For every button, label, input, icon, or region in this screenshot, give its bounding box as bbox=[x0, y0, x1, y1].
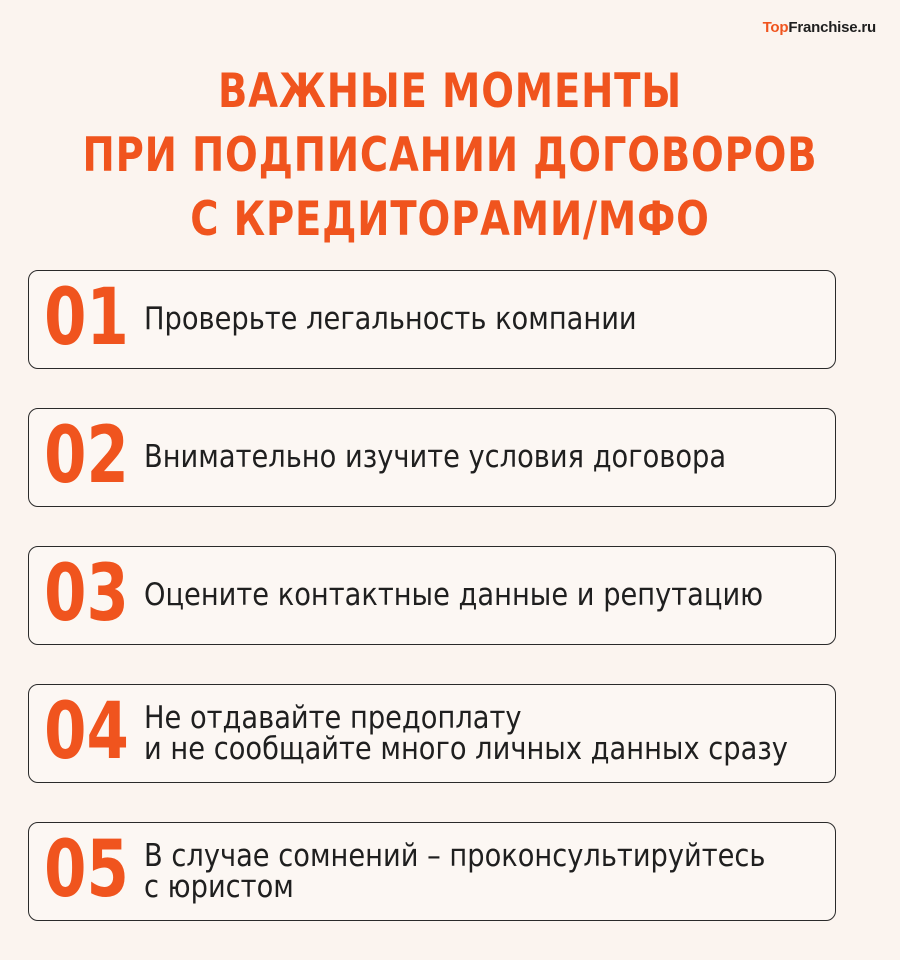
tip-number: 01 bbox=[44, 272, 129, 363]
tip-text-line: Оцените контактные данные и репутацию bbox=[144, 577, 764, 613]
tip-card-2 bbox=[28, 408, 836, 507]
brand-logo-rest: Franchise.ru bbox=[788, 19, 876, 36]
tip-card-4 bbox=[28, 684, 836, 783]
tip-card-3 bbox=[28, 546, 836, 645]
tip-text-line: Не отдавайте предоплату bbox=[144, 699, 522, 736]
tip-card-1 bbox=[28, 270, 836, 369]
brand-logo bbox=[763, 19, 876, 36]
tip-text bbox=[144, 301, 752, 337]
tip-text-line: В случае сомнений – проконсультируйтесь bbox=[144, 837, 766, 874]
page-title-line-3: С КРЕДИТОРАМИ/МФО bbox=[190, 192, 710, 247]
page-title bbox=[0, 60, 900, 252]
tip-number: 02 bbox=[44, 410, 129, 501]
tip-number: 04 bbox=[44, 686, 129, 777]
tip-text bbox=[144, 699, 788, 767]
tip-text-line: и не сообщайте много личных данных сразу bbox=[144, 730, 788, 767]
tip-text bbox=[144, 439, 752, 475]
tip-text bbox=[144, 837, 766, 905]
tips-list bbox=[28, 270, 836, 960]
brand-logo-accent: Top bbox=[762, 19, 789, 36]
tip-card-5 bbox=[28, 822, 836, 921]
tip-text-line: Внимательно изучите условия договора bbox=[144, 439, 727, 475]
tip-text-line: с юристом bbox=[144, 868, 294, 905]
page-title-line-1: ВАЖНЫЕ МОМЕНТЫ bbox=[217, 64, 683, 119]
tip-number: 03 bbox=[44, 548, 129, 639]
tip-text-line: Проверьте легальность компании bbox=[144, 301, 637, 337]
tip-text bbox=[144, 577, 764, 613]
tip-number: 05 bbox=[44, 824, 129, 915]
page-title-line-2: ПРИ ПОДПИСАНИИ ДОГОВОРОВ bbox=[82, 128, 818, 183]
